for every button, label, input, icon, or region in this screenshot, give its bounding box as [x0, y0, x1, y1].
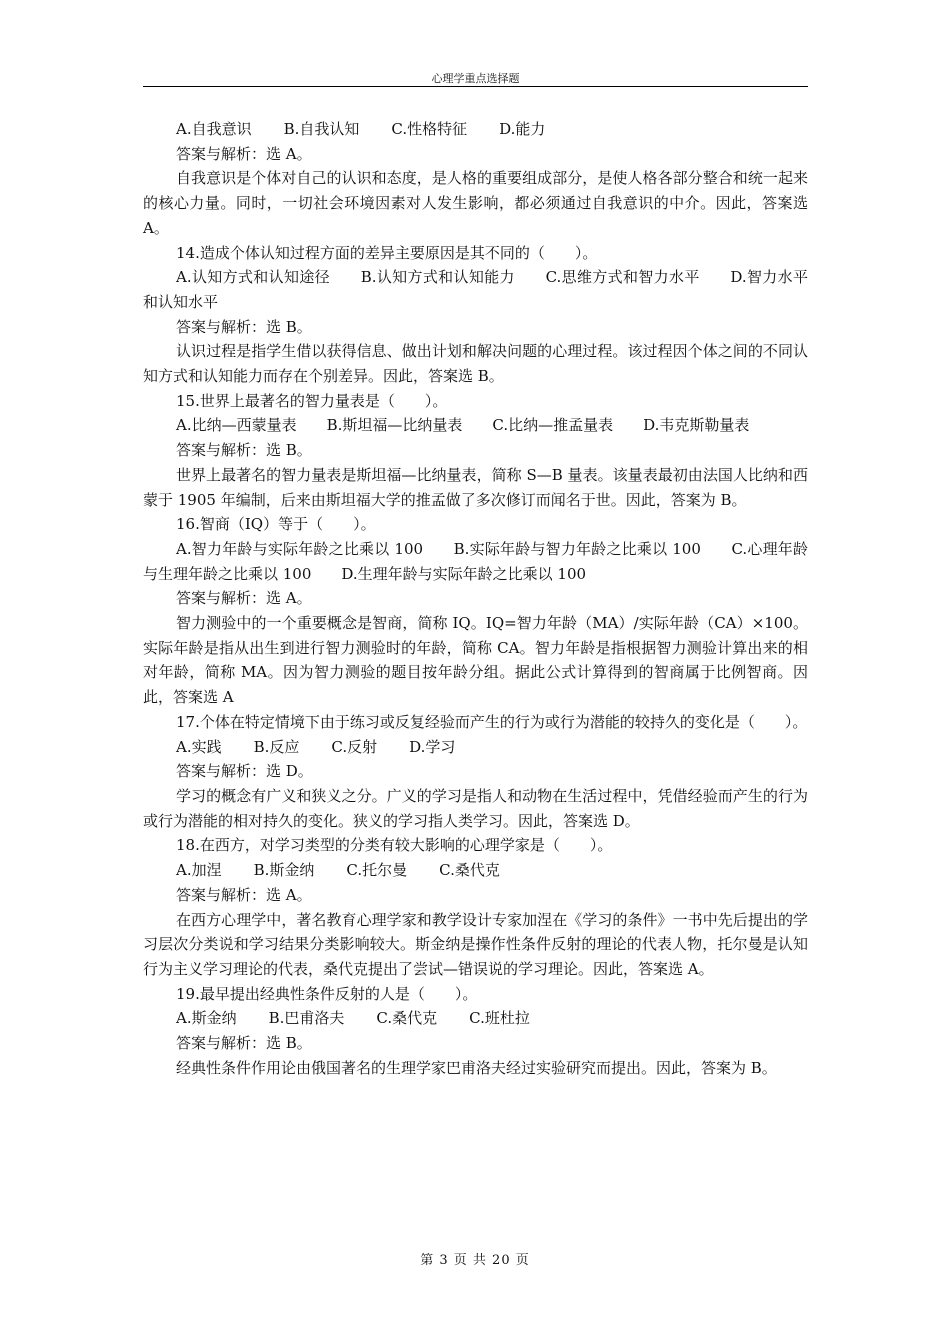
q19-question: 19.最早提出经典性条件反射的人是（ ）。	[176, 984, 478, 1003]
option-d: C.桑代克	[439, 861, 500, 880]
option-b: B.反应	[253, 737, 300, 756]
q17-options	[143, 735, 808, 760]
q19-explanation: 经典性条件作用论由俄国著名的生理学家巴甫洛夫经过实验研究而提出。因此，答案为 B。	[176, 1058, 777, 1077]
q15-options: A.比纳—西蒙量表 B.斯坦福—比纳量表 C.比纳—推孟量表 D.韦克斯勒量表	[176, 416, 750, 435]
page-header	[143, 72, 808, 88]
header-rule	[143, 86, 808, 87]
option-c: C.托尔曼	[346, 861, 408, 880]
q16-options: A.智力年龄与实际年龄之比乘以 100 B.实际年龄与智力年龄之比乘以 100 C.心理年龄与生理年龄之比乘以 100 D.生理年龄与实际年龄之比乘以 100	[143, 539, 808, 583]
page-number: 第 3 页 共 20 页	[420, 1253, 530, 1268]
q15-answer: 答案与解析：选 B。	[176, 441, 312, 460]
q18-explanation: 在西方心理学中，著名教育心理学家和教学设计专家加涅在《学习的条件》一书中先后提出的学习层次分类说和学习结果分类影响较大。斯金纳是操作性条件反射的理论的代表人物，托尔曼是认知行为主义学习理论的代表，桑代克提出了尝试—错误说的学习理论。因此，答案选 A。	[143, 910, 808, 978]
q14-options: A.认知方式和认知途径 B.认知方式和认知能力 C.思维方式和智力水平 D.智力水平和认知水平	[143, 268, 808, 311]
option-d: D.能力	[499, 120, 546, 138]
q19-options	[143, 1006, 808, 1031]
q17-question: 17.个体在特定情境下由于练习或反复经验而产生的行为或行为潜能的较持久的变化是（ ）。	[176, 712, 808, 731]
q15-explanation: 世界上最著名的智力量表是斯坦福—比纳量表，简称 S—B 量表。该量表最初由法国人比纳和西蒙于 1905 年编制，后来由斯坦福大学的推孟做了多次修订而闻名于世。因此，答案为 B。	[143, 465, 808, 509]
option-c: C.性格特征	[391, 120, 468, 138]
q18-options	[143, 858, 808, 883]
q13-explanation: 自我意识是个体对自己的认识和态度，是人格的重要组成部分，是使人格各部分整合和统一起来的核心力量。同时，一切社会环境因素对人发生影响，都必须通过自我意识的中介。因此，答案选 A。	[143, 169, 808, 237]
option-b: B.巴甫洛夫	[268, 1009, 345, 1028]
option-a: A.加涅	[176, 861, 222, 880]
q15-question: 15.世界上最著名的智力量表是（ ）。	[176, 391, 448, 410]
page-content	[143, 117, 808, 1080]
q14-question: 14.造成个体认知过程方面的差异主要原因是其不同的（ ）。	[176, 243, 598, 262]
q17-answer: 答案与解析：选 D。	[176, 762, 313, 781]
q17-explanation: 学习的概念有广义和狭义之分。广义的学习是指人和动物在生活过程中，凭借经验而产生的行为或行为潜能的相对持久的变化。狭义的学习指人类学习。因此，答案选 D。	[143, 786, 808, 830]
option-d: C.班杜拉	[469, 1009, 530, 1028]
q18-question: 18.在西方，对学习类型的分类有较大影响的心理学家是（ ）。	[176, 836, 613, 855]
q13-options	[143, 117, 808, 142]
option-b: B.自我认知	[283, 120, 360, 138]
option-c: C.桑代克	[376, 1009, 438, 1028]
q13-answer: 答案与解析：选 A。	[176, 144, 312, 163]
option-a: A.斯金纳	[176, 1009, 237, 1028]
q14-explanation: 认识过程是指学生借以获得信息、做出计划和解决问题的心理过程。该过程因个体之间的不同认知方式和认知能力而存在个别差异。因此，答案选 B。	[143, 342, 808, 386]
q18-answer: 答案与解析：选 A。	[176, 885, 312, 904]
option-b: B.斯金纳	[253, 861, 315, 880]
q19-answer: 答案与解析：选 B。	[176, 1034, 312, 1053]
option-c: C.反射	[331, 737, 378, 756]
q16-answer: 答案与解析：选 A。	[176, 589, 312, 608]
q14-answer: 答案与解析：选 B。	[176, 317, 312, 336]
option-d: D.学习	[409, 737, 456, 756]
header-title: 心理学重点选择题	[431, 72, 520, 85]
option-a: A.实践	[176, 737, 222, 756]
q16-explanation: 智力测验中的一个重要概念是智商，简称 IQ。IQ=智力年龄（MA）/实际年龄（CA）×100。实际年龄是指从出生到进行智力测验时的年龄，简称 CA。智力年龄是指根据智力测验计算出来的相对年龄，简称 MA。因为智力测验的题目按年龄分组。据此公式计算得到的智商属于比例智商。因此，答案选 A	[143, 614, 808, 707]
option-a: A.自我意识	[176, 120, 252, 138]
q16-question: 16.智商（IQ）等于（ ）。	[176, 515, 376, 534]
